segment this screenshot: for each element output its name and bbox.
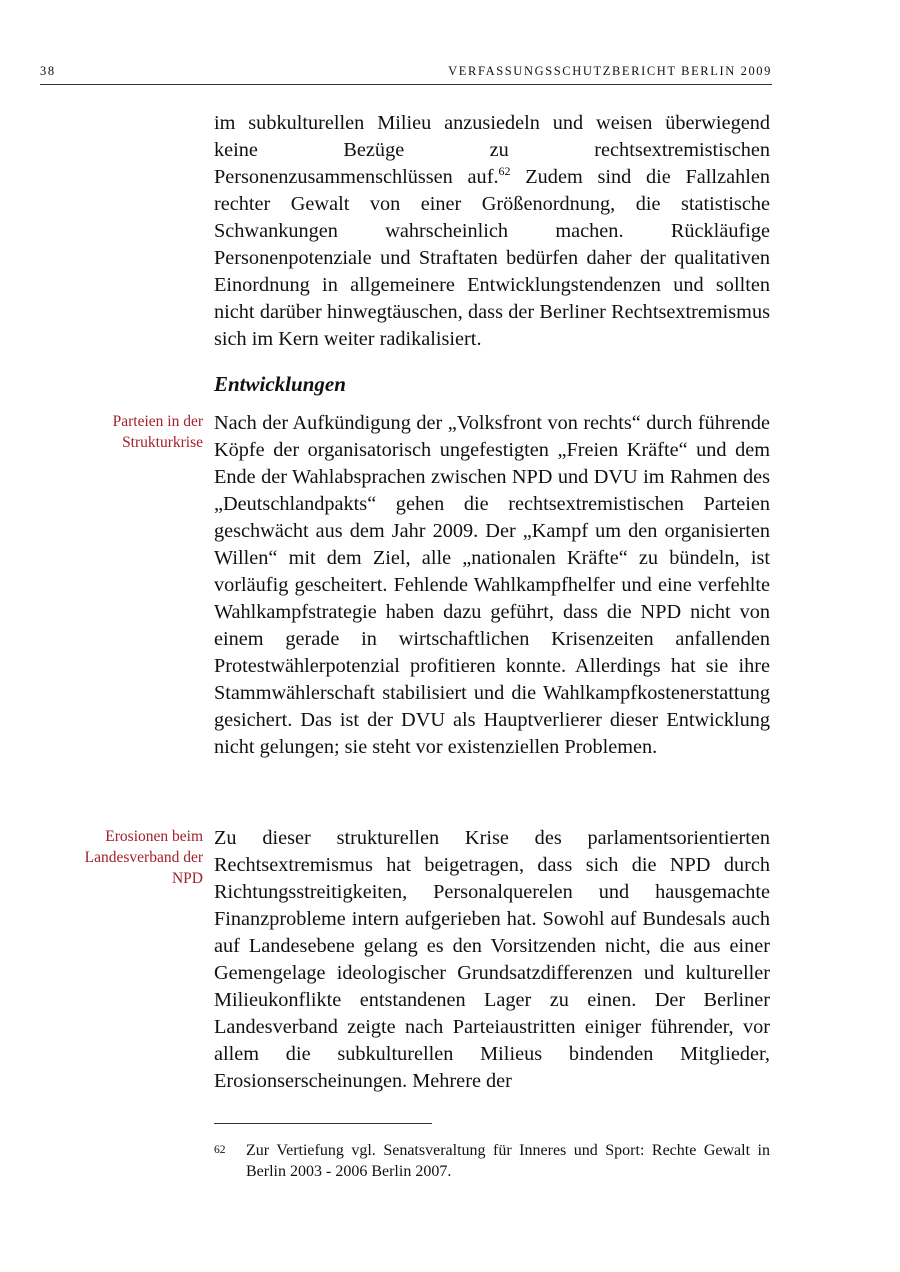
footnote [214, 1140, 770, 1182]
paragraph-2-text: Nach der Aufkündigung der „Volksfront von rechts“ durch führende Köpfe der organisatorisch ungefestigten „Freien Kräfte“ und dem Ende der Wahlabsprachen zwischen NPD und DVU im Rahmen des „Deutschlandpakts“ gehen die rechtsextremistischen Parteien geschwächt aus dem Jahr 2009. Der „Kampf um den organisierten Willen“ mit dem Ziel, alle „nationalen Kräfte“ zu bündeln, ist vorläufig gescheitert. Fehlende Wahlkampfhelfer und eine verfehlte Wahlkampfstrategie haben dazu geführt, dass die NPD nicht von einem gerade in wirtschaftlichen Krisenzeiten anfallenden Protestwählerpotenzial profitieren konnte. Allerdings hat sie ihre Stammwählerschaft stabilisiert und die Wahlkampfkostenerstattung gesichert. Das ist der DVU als Hauptverlierer dieser Entwicklung nicht gelungen; sie steht vor existenziellen Problemen. [214, 412, 770, 758]
footnote-number: 62 [214, 1144, 226, 1156]
paragraph-3 [214, 825, 770, 1095]
paragraph-1-text-a: im subkulturellen Milieu anzusiedeln und weisen überwiegend keine Bezüge zu rechtsextremistischen Personenzusammenschlüssen auf. [214, 112, 770, 188]
footnote-reference[interactable]: 62 [498, 164, 511, 178]
paragraph-1-text-b: Zudem sind die Fallzahlen rechter Gewalt von einer Größenordnung, die statistische Schwankungen wahrscheinlich machen. Rückläufige Personenpotenziale und Straftaten bedürfen daher der qualitativen Einordnung in allgemeinere Entwicklungstendenzen und sollten nicht darüber hinwegtäuschen, dass der Berliner Rechtsextremismus sich im Kern weiter radikalisiert. [214, 166, 770, 350]
section-heading: Entwicklungen [214, 372, 346, 396]
footnote-text: Zur Vertiefung vgl. Senatsveraltung für Inneres und Sport: Rechte Gewalt in Berlin 2003 - 2006 Berlin 2007. [246, 1142, 770, 1180]
running-title: VERFASSUNGSSCHUTZBERICHT BERLIN 2009 [448, 64, 772, 78]
page-number: 38 [40, 64, 56, 78]
margin-note-erosionen: Erosionen beim Landesverband der NPD [84, 828, 203, 887]
paragraph-3-text: Zu dieser strukturellen Krise des parlamentsorientierten Rechtsextremismus hat beigetragen, dass sich die NPD durch Richtungsstreitigkeiten, Personalquerelen und hausgemachte Finanzprobleme intern aufgerieben hat. Sowohl auf Bundesals auch auf Landesebene gelang es den Vorsitzenden nicht, die aus einer Gemengelage ideologischer Grundsatzdifferenzen und kultureller Milieukonflikte entstandenen Lager zu einen. Der Berliner Landesverband zeigte nach Parteiaustritten einiger führender, vor allem die subkulturellen Milieus bindenden Mitglieder, Erosionserscheinungen. Mehrere der [214, 827, 770, 1092]
paragraph-1 [214, 110, 770, 353]
paragraph-2 [214, 410, 770, 761]
page-header [40, 60, 772, 85]
footnote-divider [214, 1123, 432, 1124]
margin-note-parteien: Parteien in der Strukturkrise [112, 413, 203, 451]
